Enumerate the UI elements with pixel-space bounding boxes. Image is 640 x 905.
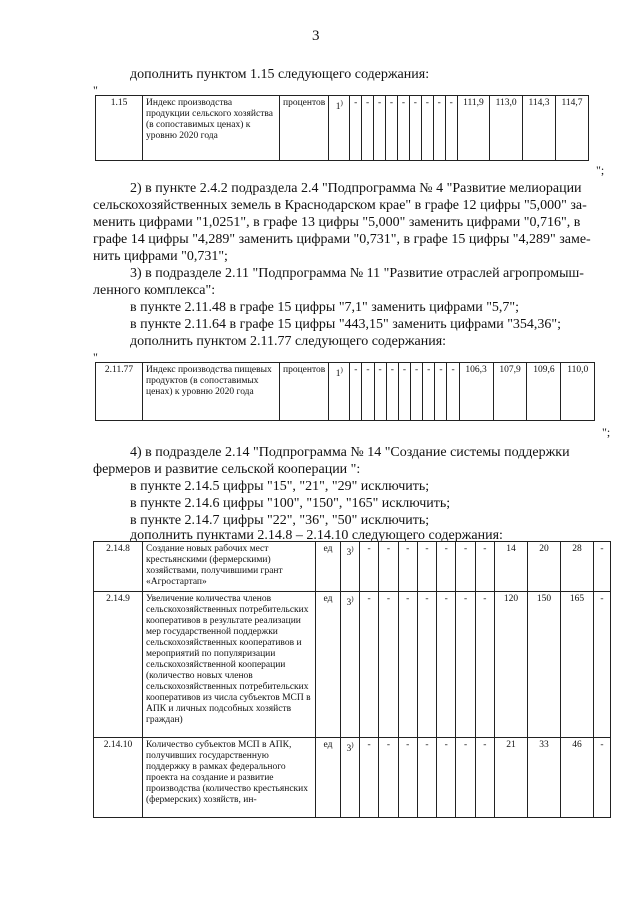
value-cell: 21 — [495, 738, 528, 818]
p3-line-4: в пункте 2.11.64 в графе 15 цифры "443,15" заменить цифрами "354,36"; — [130, 317, 562, 332]
dash-cell: - — [409, 96, 421, 161]
value-cell: 114,7 — [555, 96, 588, 161]
unit: ед — [316, 592, 341, 738]
unit: ед — [316, 542, 341, 592]
dash-cell: - — [374, 96, 386, 161]
dash-cell: - — [456, 542, 475, 592]
dash-cell: - — [350, 96, 362, 161]
dash-cell: - — [437, 738, 456, 818]
indicator-name: Количество субъектов МСП в АПК, получивших государственную поддержку в рамках федерального проекта на создание и развитие производства (количество крестьянских (фермерских) хозяйств, ин- — [143, 738, 316, 818]
table-2-14 — [93, 541, 611, 818]
dash-cell: - — [362, 363, 374, 421]
p3-line-5: дополнить пунктом 2.11.77 следующего содержания: — [130, 334, 447, 349]
dash-cell: - — [447, 363, 459, 421]
value-cell: 28 — [561, 542, 594, 592]
dash-cell: - — [417, 738, 436, 818]
dash-cell: - — [475, 592, 494, 738]
table-2-11-77 — [95, 362, 595, 421]
value-cell: 113,0 — [490, 96, 523, 161]
value-cell: 20 — [528, 542, 561, 592]
value-cell: 109,6 — [527, 363, 561, 421]
close-quote-2: "; — [602, 425, 611, 439]
p3-line-1: 3) в подразделе 2.11 "Подпрограмма № 11 "Развитие отраслей агропромыш- — [130, 266, 584, 281]
intro-1-15: дополнить пунктом 1.15 следующего содержания: — [130, 67, 430, 82]
dash-cell: - — [417, 542, 436, 592]
p2-line-5: нить цифрами "0,731"; — [93, 249, 228, 264]
value-cell: 150 — [528, 592, 561, 738]
p2-line-1: 2) в пункте 2.4.2 подраздела 2.4 "Подпрограмма № 4 "Развитие мелиорации — [130, 181, 582, 196]
p4-line-5: в пункте 2.14.7 цифры "22", "36", "50" исключить; — [130, 513, 430, 528]
dash-cell: - — [398, 592, 417, 738]
dash-cell: - — [398, 738, 417, 818]
indicator-name: Увеличение количества членов сельскохозяйственных потребительских кооперативов в результате реализации мер государственной поддержки сельскохозяйственных кооперативов и мероприятий по популяризации сельскохозяйственной кооперации (количество новых членов сельскохозяйственных потребительских кооперативов из числа субъектов МСП в АПК и личных подсобных хозяйств граждан) — [143, 592, 316, 738]
value-cell: 110,0 — [561, 363, 595, 421]
indicator-name: Создание новых рабочих мест крестьянскими (фермерскими) хозяйствами, получившими грант «Агростартап» — [143, 542, 316, 592]
table-row — [94, 592, 611, 738]
indicator-name: Индекс производства продукции сельского хозяйства (в сопоставимых ценах) к уровню 2020 года — [143, 96, 280, 161]
dash-cell: - — [475, 542, 494, 592]
value-cell: 120 — [495, 592, 528, 738]
p4-line-4: в пункте 2.14.6 цифры "100", "150", "165" исключить; — [130, 496, 451, 511]
p3-line-3: в пункте 2.11.48 в графе 15 цифры "7,1" заменить цифрами "5,7"; — [130, 300, 520, 315]
note-cell: 1) — [329, 96, 350, 161]
note-cell: 3) — [341, 738, 360, 818]
row-number: 2.14.9 — [94, 592, 143, 738]
dash-cell: - — [398, 363, 410, 421]
value-cell: - — [594, 542, 611, 592]
dash-cell: - — [360, 738, 379, 818]
page-number: 3 — [312, 28, 320, 44]
p2-line-3: менить цифрами "1,0251", в графе 13 цифры "5,000" заменить цифрами "0,716", в — [93, 215, 581, 230]
open-quote-2: " — [93, 350, 98, 364]
value-cell: - — [594, 592, 611, 738]
p4-line-6: дополнить пунктами 2.14.8 – 2.14.10 следующего содержания: — [130, 528, 503, 543]
indicator-name: Индекс производства пищевых продуктов (в сопоставимых ценах) к уровню 2020 года — [143, 363, 280, 421]
dash-cell: - — [386, 363, 398, 421]
p4-line-3: в пункте 2.14.5 цифры "15", "21", "29" исключить; — [130, 479, 430, 494]
dash-cell: - — [379, 592, 398, 738]
row-number: 1.15 — [96, 96, 143, 161]
value-cell: 107,9 — [493, 363, 527, 421]
row-number: 2.14.8 — [94, 542, 143, 592]
dash-cell: - — [456, 592, 475, 738]
value-cell: 46 — [561, 738, 594, 818]
value-cell: 165 — [561, 592, 594, 738]
value-cell: 114,3 — [523, 96, 556, 161]
value-cell: 14 — [495, 542, 528, 592]
p4-line-2: фермеров и развитие сельской кооперации ": — [93, 462, 361, 477]
value-cell: 111,9 — [457, 96, 489, 161]
dash-cell: - — [433, 96, 445, 161]
dash-cell: - — [417, 592, 436, 738]
note-cell: 1) — [329, 363, 350, 421]
dash-cell: - — [379, 542, 398, 592]
p3-line-2: ленного комплекса": — [93, 283, 216, 298]
p4-line-1: 4) в подразделе 2.14 "Подпрограмма № 14 "Создание системы поддержки — [130, 445, 570, 460]
dash-cell: - — [397, 96, 409, 161]
dash-cell: - — [360, 542, 379, 592]
dash-cell: - — [350, 363, 362, 421]
dash-cell: - — [437, 542, 456, 592]
note-cell: 3) — [341, 592, 360, 738]
dash-cell: - — [423, 363, 435, 421]
close-quote-1: "; — [596, 163, 605, 177]
dash-cell: - — [379, 738, 398, 818]
p2-line-2: сельскохозяйственных земель в Краснодарском крае" в графе 12 цифры "5,000" за- — [93, 198, 587, 213]
table-row — [94, 738, 611, 818]
unit: ед — [316, 738, 341, 818]
value-cell: - — [594, 738, 611, 818]
value-cell: 33 — [528, 738, 561, 818]
dash-cell: - — [362, 96, 374, 161]
table-1-15 — [95, 95, 589, 161]
dash-cell: - — [398, 542, 417, 592]
dash-cell: - — [374, 363, 386, 421]
row-number: 2.11.77 — [96, 363, 143, 421]
note-cell: 3) — [341, 542, 360, 592]
value-cell: 106,3 — [459, 363, 493, 421]
row-number: 2.14.10 — [94, 738, 143, 818]
dash-cell: - — [435, 363, 447, 421]
unit: процентов — [280, 96, 329, 161]
dash-cell: - — [445, 96, 457, 161]
dash-cell: - — [386, 96, 398, 161]
dash-cell: - — [411, 363, 423, 421]
dash-cell: - — [360, 592, 379, 738]
dash-cell: - — [421, 96, 433, 161]
unit: процентов — [280, 363, 329, 421]
open-quote-1: " — [93, 83, 98, 97]
dash-cell: - — [437, 592, 456, 738]
dash-cell: - — [456, 738, 475, 818]
p2-line-4: графе 14 цифры "4,289" заменить цифрами "0,731", в графе 15 цифры "4,289" заме- — [93, 232, 591, 247]
table-row — [94, 542, 611, 592]
dash-cell: - — [475, 738, 494, 818]
